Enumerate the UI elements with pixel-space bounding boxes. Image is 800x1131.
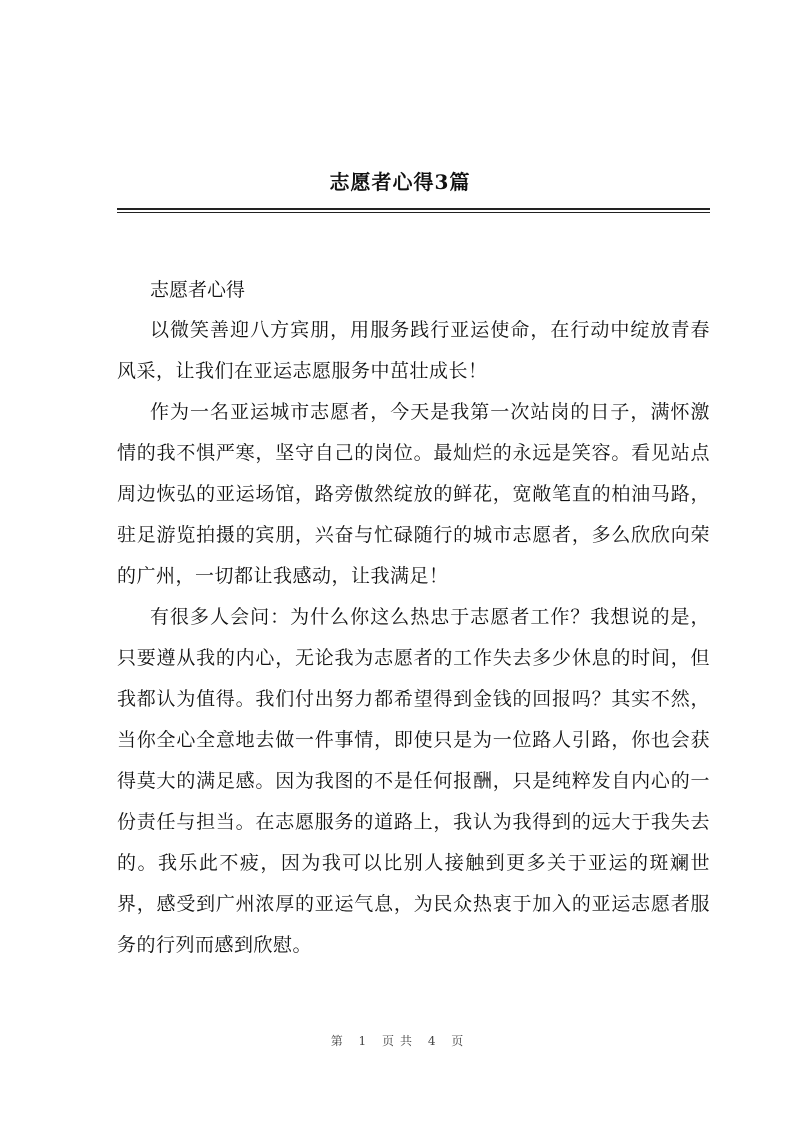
- title-divider: [117, 208, 710, 213]
- document-body: [117, 270, 710, 966]
- section-heading: 志愿者心得: [150, 279, 246, 301]
- paragraph-3: 有很多人会问：为什么你这么热忠于志愿者工作？我想说的是，只要遵从我的内心，无论我为志愿者的工作失去多少休息的时间，但我都认为值得。我们付出努力都希望得到金钱的回报吗？其实不然，当你全心全意地去做一件事情，即使只是为一位路人引路，你也会获得莫大的满足感。因为我图的不是任何报酬，只是纯粹发自内心的一份责任与担当。在志愿服务的道路上，我认为我得到的远大于我失去的。我乐此不疲，因为我可以比别人接触到更多关于亚运的斑斓世界，感受到广州浓厚的亚运气息，为民众热衷于加入的亚运志愿者服务的行列而感到欣慰。: [117, 606, 710, 956]
- document-title: 志愿者心得3篇: [329, 170, 471, 194]
- paragraph-1: 以微笑善迎八方宾朋，用服务践行亚运使命，在行动中绽放青春风采，让我们在亚运志愿服务中茁壮成长！: [117, 319, 710, 382]
- paragraph-2: 作为一名亚运城市志愿者，今天是我第一次站岗的日子，满怀激情的我不惧严寒，坚守自己的岗位。最灿烂的永远是笑容。看见站点周边恢弘的亚运场馆，路旁傲然绽放的鲜花，宽敞笔直的柏油马路，驻足游览拍摄的宾朋，兴奋与忙碌随行的城市志愿者，多么欣欣向荣的广州，一切都让我感动，让我满足！: [117, 401, 710, 587]
- page-footer: 第 1 页共 4 页: [330, 1034, 470, 1048]
